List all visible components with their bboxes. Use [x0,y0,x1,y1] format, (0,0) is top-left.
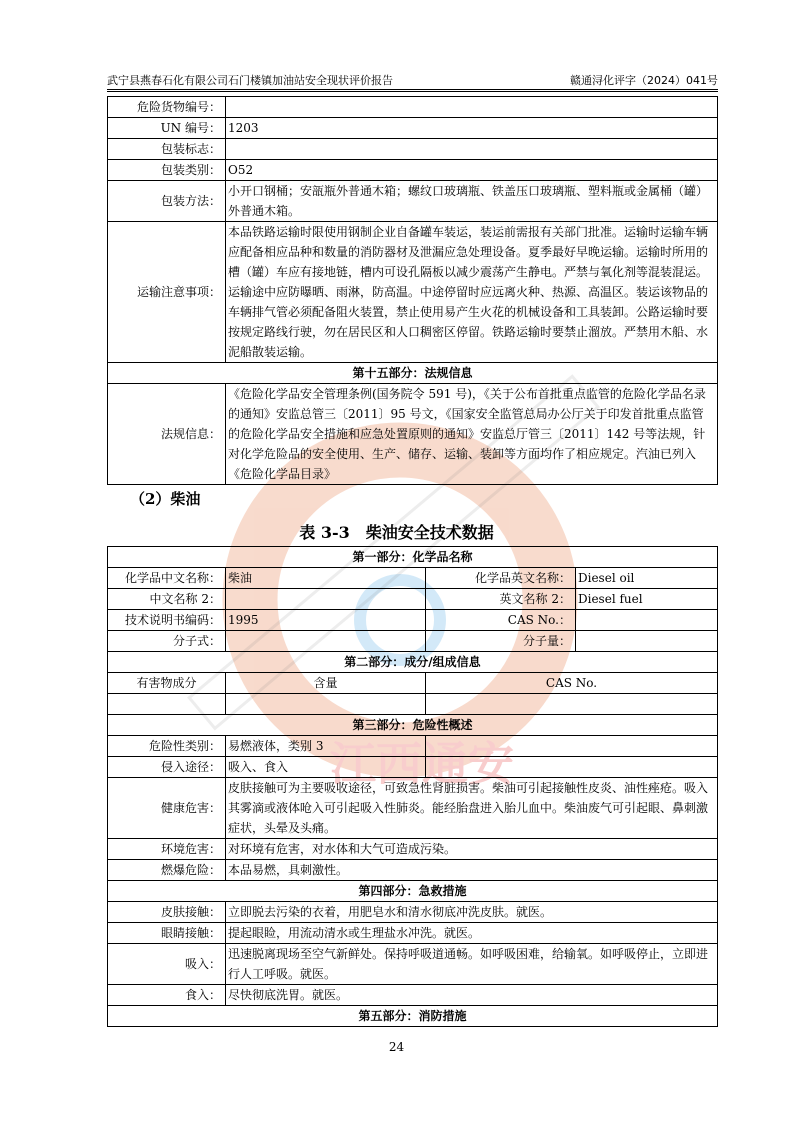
row-label: 健康危害： [108,778,226,839]
subsection-title: （2）柴油 [130,490,201,508]
row-label: 包装方法： [108,181,226,222]
row-label: CAS No.： [426,610,576,631]
table-row [108,757,718,778]
row-label: 分子式： [108,631,226,652]
diesel-safety-table [107,546,718,1027]
row-label: 分子量： [426,631,576,652]
section-title: 第二部分：成分/组成信息 [108,652,718,673]
row-value: 小开口钢桶；安瓿瓶外普通木箱；螺纹口玻璃瓶、铁盖压口玻璃瓶、塑料瓶或金属桶（罐）外普通木箱。 [226,181,718,222]
row-value [226,589,426,610]
row-value: 对环境有危害，对水体和大气可造成污染。 [226,839,718,860]
section-title: 第十五部分：法规信息 [108,363,718,384]
row-value [226,139,718,160]
row-label: 吸入： [108,944,226,985]
table-row [108,568,718,589]
header-left: 武宁县燕春石化有限公司石门楼镇加油站安全现状评价报告 [107,74,393,87]
row-label: 危险性类别： [108,736,226,757]
row-label: 包装类别： [108,160,226,181]
row-label: 包装标志： [108,139,226,160]
row-value: 《危险化学品安全管理条例(国务院令 591 号)，《关于公布首批重点监管的危险化学品名录的通知》安监总管三〔2011〕95 号文，《国家安全监管总局办公厅关于印发首批重点监管的危险化学品安全措施和应急处置原则的通知》安监总厅管三〔2011〕142 号等法规，针对化学危险品的安全使用、生产、储存、运输、装卸等方面均作了相应规定。汽油已列入《危险化学品目录》 [226,384,718,485]
row-label: 食入： [108,985,226,1006]
row-value [226,97,718,118]
section-title: 第四部分：急救措施 [108,881,718,902]
row-value [576,610,718,631]
row-value: O52 [226,160,718,181]
table-row [108,118,718,139]
table-row [108,589,718,610]
row-label: 侵入途径： [108,757,226,778]
table-row [108,860,718,881]
transport-table [107,96,718,485]
row-value: 易燃液体，类别 3 [226,736,426,757]
row-value: 提起眼睑，用流动清水或生理盐水冲洗。就医。 [226,923,718,944]
row-label: 运输注意事项： [108,222,226,363]
page-header [107,70,718,88]
row-label: 危险货物编号： [108,97,226,118]
table-row [108,736,718,757]
table-row [108,160,718,181]
row-label: 英文名称 2： [426,589,576,610]
table-row [108,384,718,485]
row-value: 迅速脱离现场至空气新鲜处。保持呼吸道通畅。如呼吸困难，给输氧。如呼吸停止，立即进行人工呼吸。就医。 [226,944,718,985]
table-row [108,97,718,118]
table-row [108,778,718,839]
section-title: 第一部分：化学品名称 [108,547,718,568]
row-label: 皮肤接触： [108,902,226,923]
row-value: Diesel fuel [576,589,718,610]
row-label: UN 编号： [108,118,226,139]
row-label: 化学品中文名称： [108,568,226,589]
table-row [108,944,718,985]
column-header: CAS No. [426,673,718,694]
empty-cell [426,736,718,757]
table-row [108,923,718,944]
row-label: 技术说明书编码： [108,610,226,631]
row-value [226,631,426,652]
row-value: 柴油 [226,568,426,589]
row-label: 环境危害： [108,839,226,860]
section-title: 第五部分：消防措施 [108,1006,718,1027]
empty-cell [108,694,226,715]
empty-cell [426,694,718,715]
table-row [108,139,718,160]
table-row [108,610,718,631]
row-value: 本品铁路运输时限使用钢制企业自备罐车装运，装运前需报有关部门批准。运输时运输车辆应配备相应品种和数量的消防器材及泄漏应急处理设备。夏季最好早晚运输。运输时所用的槽（罐）车应有接地链，槽内可设孔隔板以减少震荡产生静电。严禁与氧化剂等混装混运。运输途中应防曝晒、雨淋，防高温。中途停留时应远离火种、热源、高温区。装运该物品的车辆排气管必须配备阻火装置，禁止使用易产生火花的机械设备和工具装卸。公路运输时要按规定路线行驶，勿在居民区和人口稠密区停留。铁路运输时要禁止溜放。严禁用木船、水泥船散装运输。 [226,222,718,363]
row-value: 1203 [226,118,718,139]
empty-cell [426,757,718,778]
row-label: 法规信息： [108,384,226,485]
table-row [108,631,718,652]
row-value: 立即脱去污染的衣着，用肥皂水和清水彻底冲洗皮肤。就医。 [226,902,718,923]
page-number: 24 [388,1040,405,1054]
table-row [108,694,718,715]
row-value: 本品易燃，具刺激性。 [226,860,718,881]
table-row [108,902,718,923]
row-value: 吸入、食入 [226,757,426,778]
table-row [108,839,718,860]
row-value: 1995 [226,610,426,631]
section-header [108,363,718,384]
table-caption: 表 3-3 柴油安全技术数据 [299,523,494,542]
table-row [108,181,718,222]
row-value: 尽快彻底洗胃。就医。 [226,985,718,1006]
table-row [108,222,718,363]
header-right: 赣通浔化评字（2024）041号 [570,74,718,87]
column-header: 含量 [226,673,426,694]
row-label: 化学品英文名称： [426,568,576,589]
header-rule [107,89,718,90]
row-value: 皮肤接触可为主要吸收途径，可致急性肾脏损害。柴油可引起接触性皮炎、油性痤疮。吸入其雾滴或液体呛入可引起吸入性肺炎。能经胎盘进入胎儿血中。柴油废气可引起眼、鼻刺激症状，头晕及头痛。 [226,778,718,839]
row-label: 燃爆危险： [108,860,226,881]
row-value [576,631,718,652]
row-label: 中文名称 2： [108,589,226,610]
svg-text:江西通安: 江西通安 [330,737,514,791]
row-label: 眼睛接触： [108,923,226,944]
table-row [108,673,718,694]
column-header: 有害物成分 [108,673,226,694]
table-row [108,985,718,1006]
empty-cell [226,694,426,715]
section-title: 第三部分：危险性概述 [108,715,718,736]
header-rule-2 [107,91,718,92]
row-value: Diesel oil [576,568,718,589]
